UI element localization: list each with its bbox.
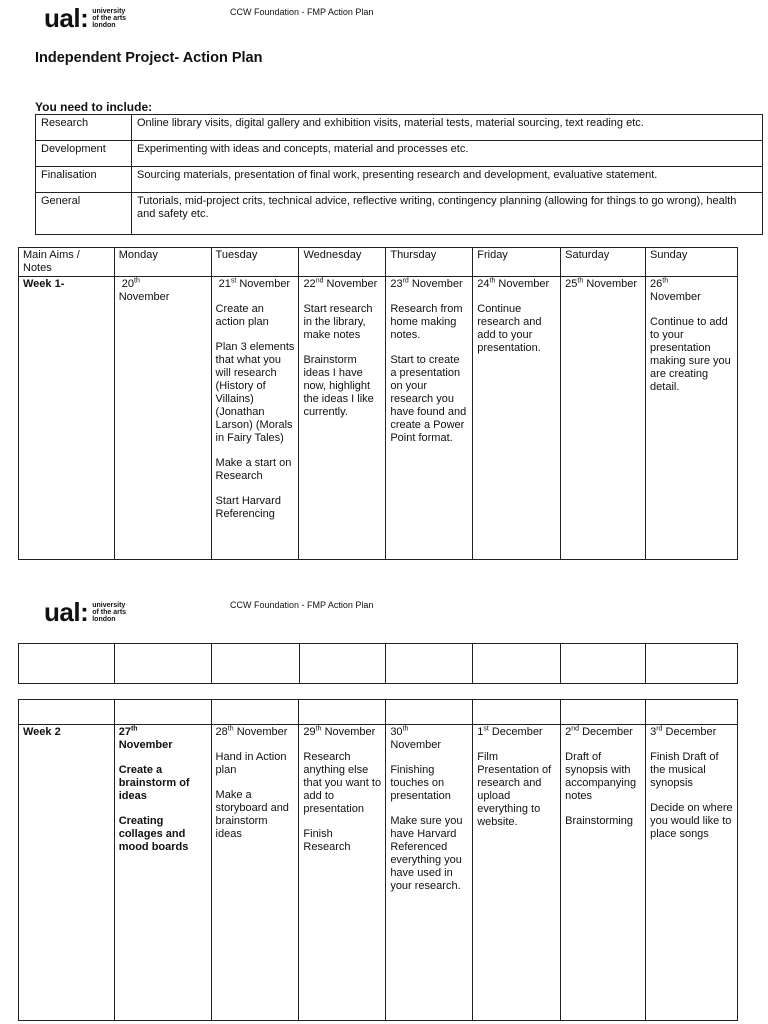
week2-thursday (386, 725, 473, 1021)
empty-row-table (18, 643, 738, 684)
week2-wednesday (299, 725, 386, 1021)
date: 20th November (118, 277, 170, 303)
requirement-desc: Sourcing materials, presentation of final work, presenting research and development, evaluative statement. (132, 167, 763, 193)
week1-monday (114, 277, 211, 560)
date: 28th November (215, 725, 288, 738)
page-header: CCW Foundation - FMP Action Plan (230, 7, 374, 17)
ual-logo-text: university of the arts london (92, 601, 127, 623)
task-note: Make sure you have Harvard Referenced everything you have used in your research. (390, 815, 463, 892)
week2-monday (114, 725, 211, 1021)
date: 1st December (477, 725, 543, 738)
header-wednesday: Wednesday (299, 248, 386, 277)
week2-sunday (646, 725, 738, 1021)
task-note: Continue research and add to your presentation. (477, 303, 542, 354)
requirement-desc: Tutorials, mid-project crits, technical advice, reflective writing, contingency planning (allowing for things to go wrong), health and safety etc. (132, 193, 763, 235)
page-title: Independent Project- Action Plan (35, 50, 263, 66)
week2-tuesday (211, 725, 299, 1021)
week1-thursday (386, 277, 473, 560)
task-note: Create an action plan (215, 303, 269, 328)
task-note: Start to create a presentation on your research you have found and create a Power Point format. (390, 354, 467, 444)
task-note: Draft of synopsis with accompanying notes (565, 751, 637, 802)
week1-wednesday (299, 277, 386, 560)
ual-logo-mark: ual: (44, 3, 89, 33)
header-thursday: Thursday (386, 248, 473, 277)
week2-friday (473, 725, 561, 1021)
requirements-label: You need to include: (35, 100, 153, 114)
header-friday: Friday (473, 248, 561, 277)
date: 30th November (390, 725, 442, 751)
task-note: Continue to add to your presentation making sure you are creating detail. (650, 316, 731, 393)
requirements-table (35, 114, 763, 235)
task-note: Finish Draft of the musical synopsis (650, 751, 719, 789)
week1-row (19, 277, 738, 560)
task-note: Research anything else that you want to add to presentation (303, 751, 382, 815)
ual-logo (44, 599, 126, 625)
week1-label: Week 1- (19, 277, 115, 560)
task-note: Research from home making notes. (390, 303, 463, 341)
task-note: Finishing touches on presentation (390, 764, 451, 802)
task-note: Start Harvard Referencing (215, 495, 281, 520)
week1-saturday (561, 277, 646, 560)
task-note: Start research in the library, make notes (303, 303, 373, 341)
table-row (36, 193, 763, 235)
date: 24th November (477, 277, 550, 290)
date: 2nd December (565, 725, 633, 738)
task-note: Finish Research (303, 828, 351, 853)
date: 25th November (565, 277, 638, 290)
requirement-name: Finalisation (36, 167, 132, 193)
table-row (36, 167, 763, 193)
week2-saturday (561, 725, 646, 1021)
plan-header-row (19, 248, 738, 277)
task-note: Make a storyboard and brainstorm ideas (215, 789, 289, 840)
page-header: CCW Foundation - FMP Action Plan (230, 600, 374, 610)
week1-sunday (646, 277, 738, 560)
ual-logo (44, 5, 126, 31)
date: 22nd November (303, 277, 378, 290)
task-note: Hand in Action plan (215, 751, 287, 776)
task-note: Make a start on Research (215, 457, 292, 482)
header-monday: Monday (114, 248, 211, 277)
week2-row (19, 725, 738, 1021)
date: 26th November (650, 277, 701, 303)
requirement-name: Development (36, 141, 132, 167)
week2-label: Week 2 (19, 725, 115, 1021)
header-sunday: Sunday (646, 248, 738, 277)
empty-row (19, 644, 738, 684)
task-note: Plan 3 elements that what you will research (History of Villains) (Jonathan Larson) (Morals in Fairy Tales) (215, 341, 295, 444)
table-row (36, 141, 763, 167)
task-note: Brainstorming (565, 815, 633, 827)
task-note: Brainstorm ideas I have now, highlight the ideas I like currently. (303, 354, 374, 418)
requirement-desc: Online library visits, digital gallery and exhibition visits, material tests, material sourcing, text reading etc. (132, 115, 763, 141)
header-tuesday: Tuesday (211, 248, 299, 277)
week2-plan-table (18, 699, 738, 1021)
header-main-aims: Main Aims / Notes (19, 248, 115, 277)
ual-logo-mark: ual: (44, 597, 89, 627)
ual-logo-text: university of the arts london (92, 7, 127, 29)
table-row (36, 115, 763, 141)
date: 29th November (303, 725, 376, 738)
task-note: Create a brainstorm of ideas (118, 764, 190, 802)
header-saturday: Saturday (561, 248, 646, 277)
requirement-name: Research (36, 115, 132, 141)
task-note: Decide on where you would like to place songs (650, 802, 733, 840)
week1-tuesday (211, 277, 299, 560)
date: 27th November (118, 725, 173, 751)
requirement-name: General (36, 193, 132, 235)
requirement-desc: Experimenting with ideas and concepts, material and processes etc. (132, 141, 763, 167)
date: 3rd December (650, 725, 717, 738)
date: 21st November (218, 277, 291, 290)
task-note: Creating collages and mood boards (118, 815, 189, 853)
week1-friday (473, 277, 561, 560)
task-note: Film Presentation of research and upload everything to website. (477, 751, 552, 828)
week1-plan-table (18, 247, 738, 560)
empty-header-row (19, 700, 738, 725)
date: 23rd November (390, 277, 463, 290)
